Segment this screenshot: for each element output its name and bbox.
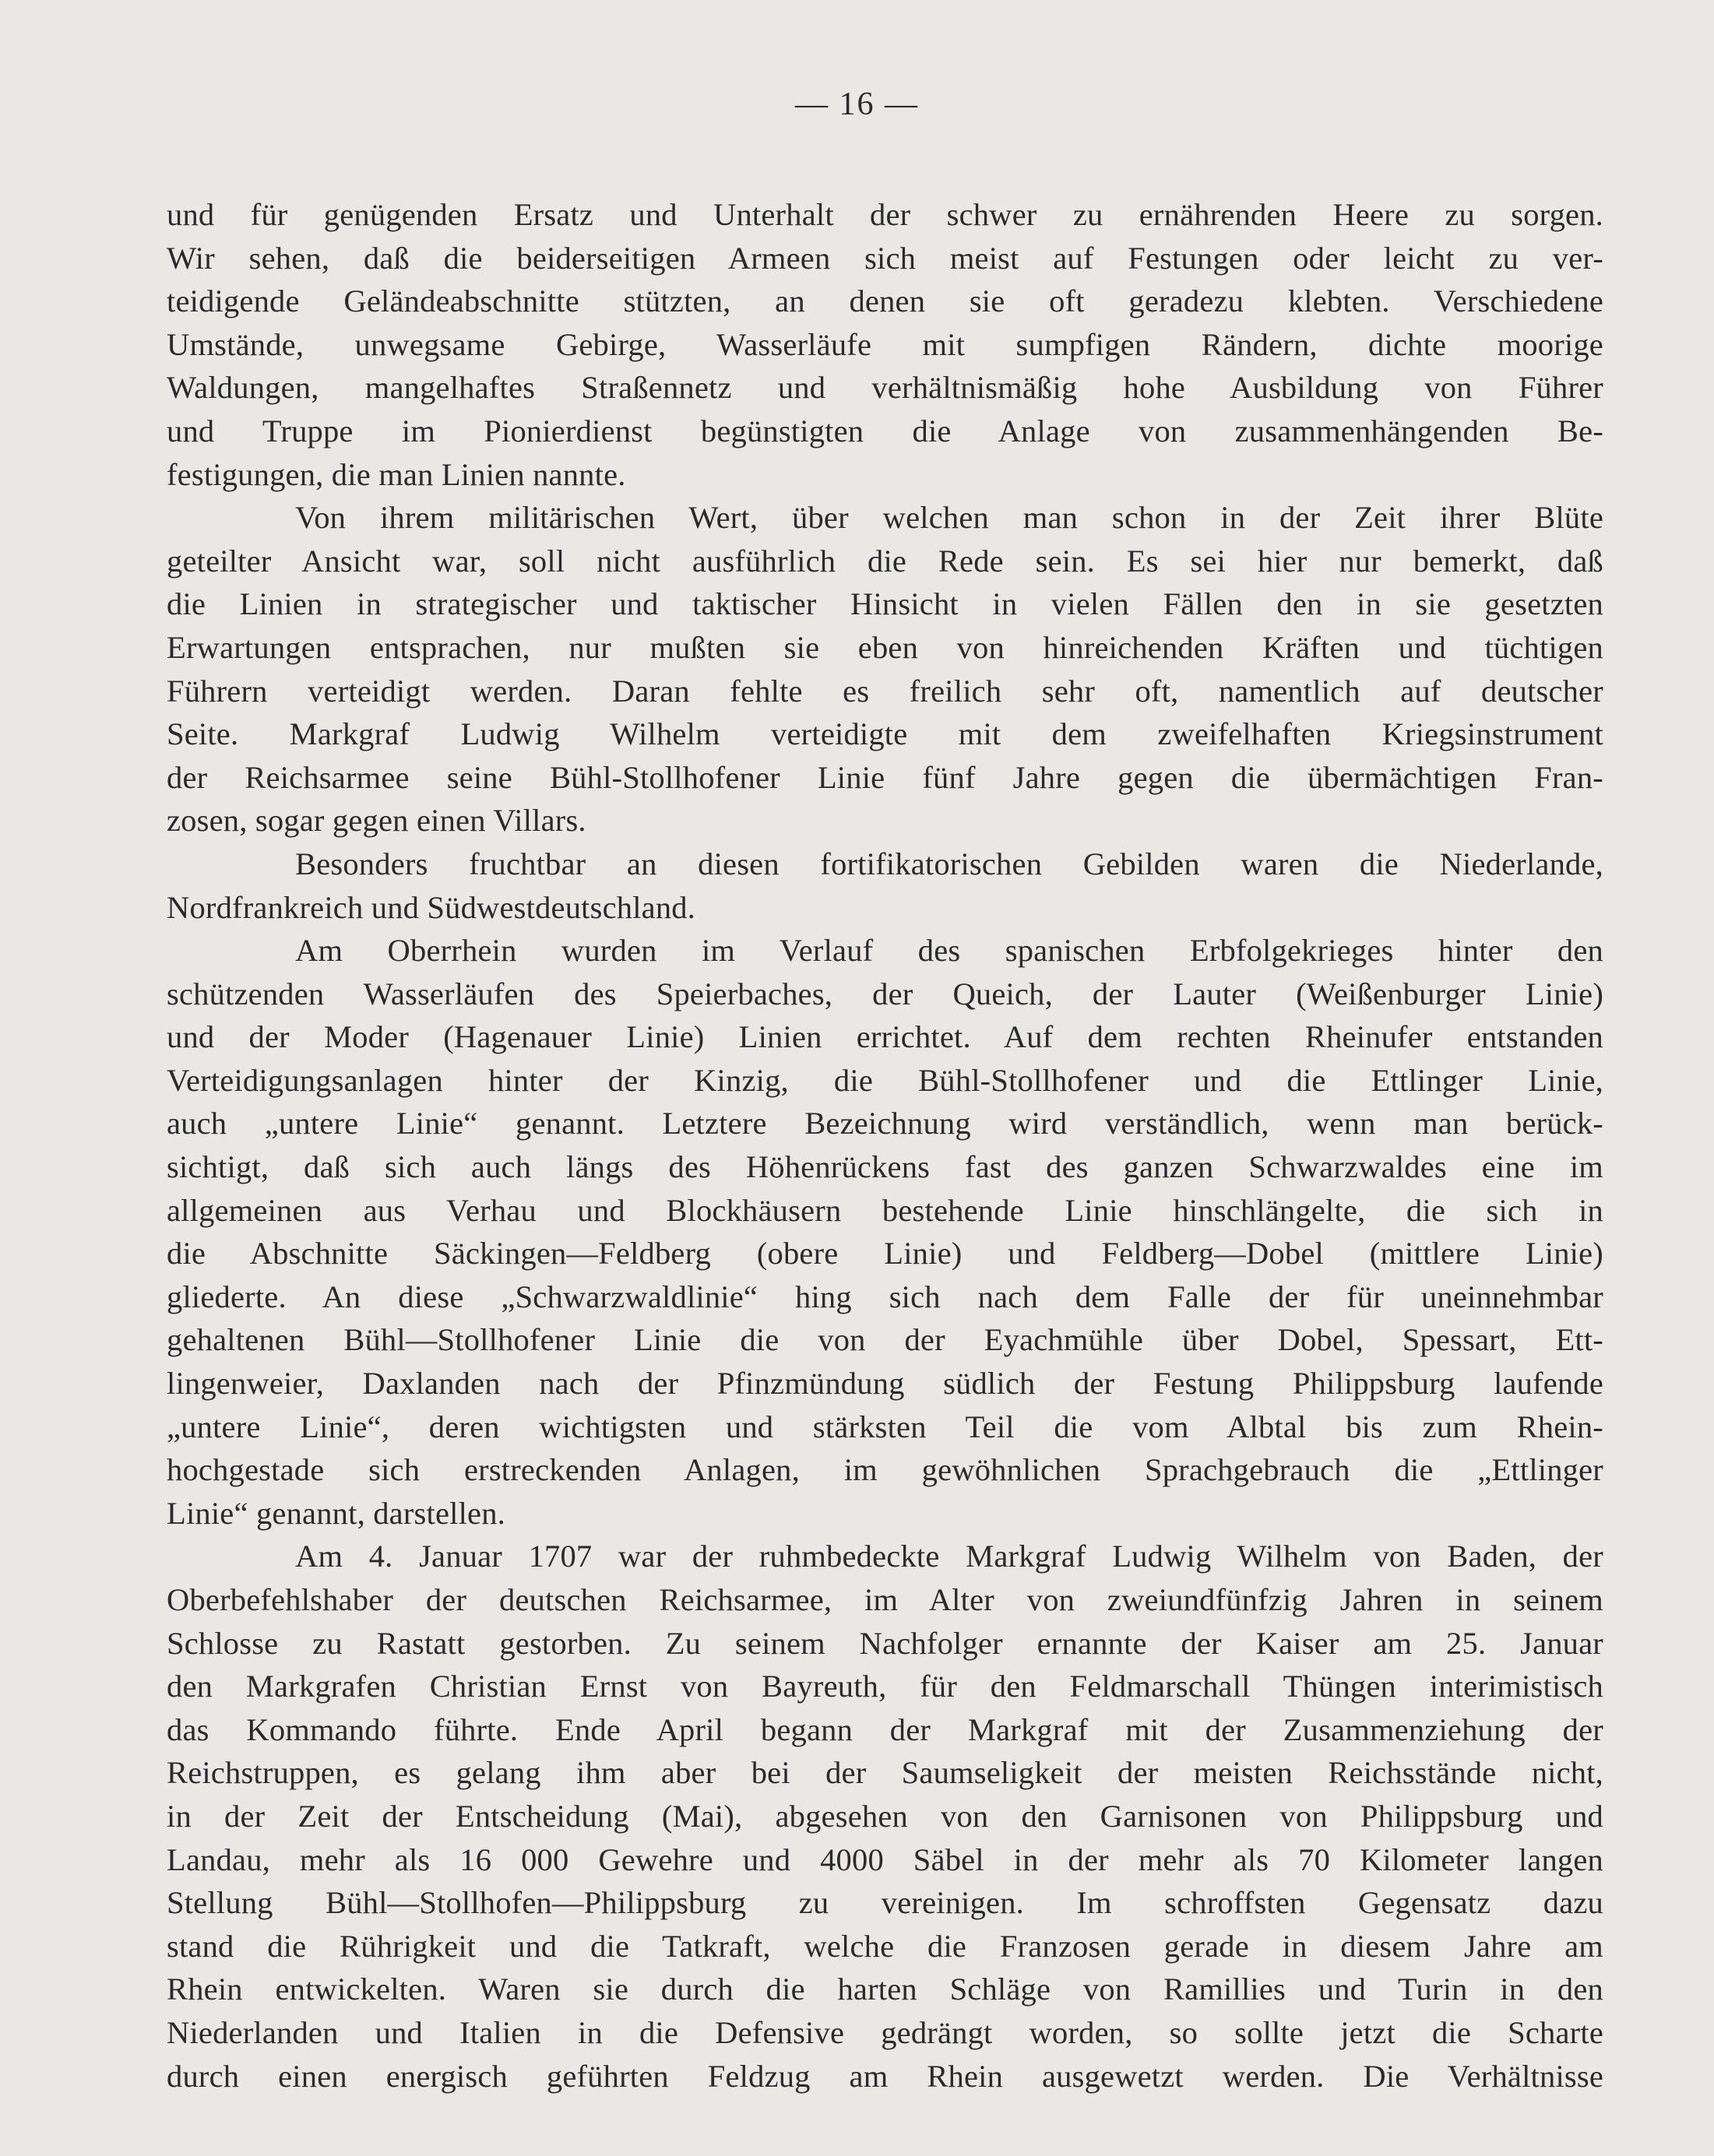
text-line: der Reichsarmee seine Bühl-Stollhofener Linie fünf Jahre gegen die übermächtigen Fran- <box>167 759 1603 795</box>
text-line: sichtigt, daß sich auch längs des Höhenrückens fast des ganzen Schwarzwaldes eine im <box>167 1149 1603 1185</box>
text-line: und der Moder (Hagenauer Linie) Linien errichtet. Auf dem rechten Rheinufer entstanden <box>167 1019 1603 1055</box>
text-line: durch einen energisch geführten Feldzug am Rhein ausgewetzt werden. Die Verhältnisse <box>167 2058 1603 2094</box>
text-line: Schlosse zu Rastatt gestorben. Zu seinem Nachfolger ernannte der Kaiser am 25. Januar <box>167 1625 1603 1661</box>
text-line: Führern verteidigt werden. Daran fehlte es freilich sehr oft, namentlich auf deutscher <box>167 673 1603 709</box>
text-line: Besonders fruchtbar an diesen fortifikatorischen Gebilden waren die Niederlande, <box>295 846 1603 881</box>
text-line: gliederte. An diese „Schwarzwaldlinie“ hing sich nach dem Falle der für uneinnehmbar <box>167 1278 1603 1314</box>
text-line: Erwartungen entsprachen, nur mußten sie eben von hinreichenden Kräften und tüchtigen <box>167 629 1603 665</box>
text-line: Linie“ genannt, darstellen. <box>167 1495 505 1531</box>
text-line: hochgestade sich erstreckenden Anlagen, im gewöhnlichen Sprachgebrauch die „Ettlinger <box>167 1452 1603 1488</box>
text-line: Stellung Bühl—Stollhofen—Philippsburg zu vereinigen. Im schroffsten Gegensatz dazu <box>167 1885 1603 1921</box>
text-line: Am Oberrhein wurden im Verlauf des spanischen Erbfolgekrieges hinter den <box>295 933 1603 969</box>
text-line: Verteidigungsanlagen hinter der Kinzig, die Bühl-Stollhofener und die Ettlinger Linie, <box>167 1062 1603 1098</box>
text-line: Waldungen, mangelhaftes Straßennetz und verhältnismäßig hohe Ausbildung von Führer <box>167 370 1603 406</box>
text-line: Oberbefehlshaber der deutschen Reichsarmee, im Alter von zweiundfünfzig Jahren in seinem <box>167 1582 1603 1617</box>
text-line: in der Zeit der Entscheidung (Mai), abgesehen von den Garnisonen von Philippsburg und <box>167 1798 1603 1834</box>
text-line: „untere Linie“, deren wichtigsten und stärksten Teil die vom Albtal bis zum Rhein- <box>167 1409 1603 1444</box>
body-text <box>167 193 1603 2098</box>
text-line: Wir sehen, daß die beiderseitigen Armeen sich meist auf Festungen oder leicht zu ver- <box>167 240 1603 276</box>
text-line: Niederlanden und Italien in die Defensive gedrängt worden, so sollte jetzt die Scharte <box>167 2014 1603 2050</box>
text-line: Nordfrankreich und Südwestdeutschland. <box>167 889 696 925</box>
text-line: stand die Rührigkeit und die Tatkraft, welche die Franzosen gerade in diesem Jahre am <box>167 1928 1603 1964</box>
text-line: Von ihrem militärischen Wert, über welchen man schon in der Zeit ihrer Blüte <box>295 500 1603 536</box>
text-line: auch „untere Linie“ genannt. Letztere Bezeichnung wird verständlich, wenn man berück- <box>167 1106 1603 1141</box>
text-line: zosen, sogar gegen einen Villars. <box>167 803 586 839</box>
text-line: teidigende Geländeabschnitte stützten, an denen sie oft geradezu klebten. Verschiedene <box>167 283 1603 319</box>
text-line: lingenweier, Daxlanden nach der Pfinzmündung südlich der Festung Philippsburg laufende <box>167 1366 1603 1402</box>
text-line: den Markgrafen Christian Ernst von Bayreuth, für den Feldmarschall Thüngen interimistisch <box>167 1669 1603 1704</box>
text-line: und Truppe im Pionierdienst begünstigten die Anlage von zusammenhängenden Be- <box>167 413 1603 448</box>
text-line: geteilter Ansicht war, soll nicht ausführlich die Rede sein. Es sei hier nur bemerkt, daß <box>167 543 1603 579</box>
text-line: allgemeinen aus Verhau und Blockhäusern bestehende Linie hinschlängelte, die sich in <box>167 1192 1603 1228</box>
text-line: Landau, mehr als 16 000 Gewehre und 4000 Säbel in der mehr als 70 Kilometer langen <box>167 1841 1603 1877</box>
text-line: Umstände, unwegsame Gebirge, Wasserläufe mit sumpfigen Rändern, dichte moorige <box>167 326 1603 362</box>
page-number: — 16 — <box>795 86 919 122</box>
text-line: Rhein entwickelten. Waren sie durch die harten Schläge von Ramillies und Turin in den <box>167 1971 1603 2007</box>
text-line: gehaltenen Bühl—Stollhofener Linie die von der Eyachmühle über Dobel, Spessart, Ett- <box>167 1322 1603 1358</box>
text-line: die Abschnitte Säckingen—Feldberg (obere Linie) und Feldberg—Dobel (mittlere Linie) <box>167 1236 1603 1271</box>
text-line: festigungen, die man Linien nannte. <box>167 456 626 492</box>
text-line: Seite. Markgraf Ludwig Wilhelm verteidigte mit dem zweifelhaften Kriegsinstrument <box>167 716 1603 752</box>
text-line: das Kommando führte. Ende April begann der Markgraf mit der Zusammenziehung der <box>167 1711 1603 1747</box>
text-line: und für genügenden Ersatz und Unterhalt der schwer zu ernährenden Heere zu sorgen. <box>167 197 1603 232</box>
text-line: die Linien in strategischer und taktischer Hinsicht in vielen Fällen den in sie gesetzten <box>167 586 1603 622</box>
text-line: Am 4. Januar 1707 war der ruhmbedeckte Markgraf Ludwig Wilhelm von Baden, der <box>295 1539 1603 1574</box>
text-line: schützenden Wasserläufen des Speierbaches, der Queich, der Lauter (Weißenburger Linie) <box>167 976 1603 1011</box>
text-line: Reichstruppen, es gelang ihm aber bei der Saumseligkeit der meisten Reichsstände nicht, <box>167 1755 1603 1791</box>
